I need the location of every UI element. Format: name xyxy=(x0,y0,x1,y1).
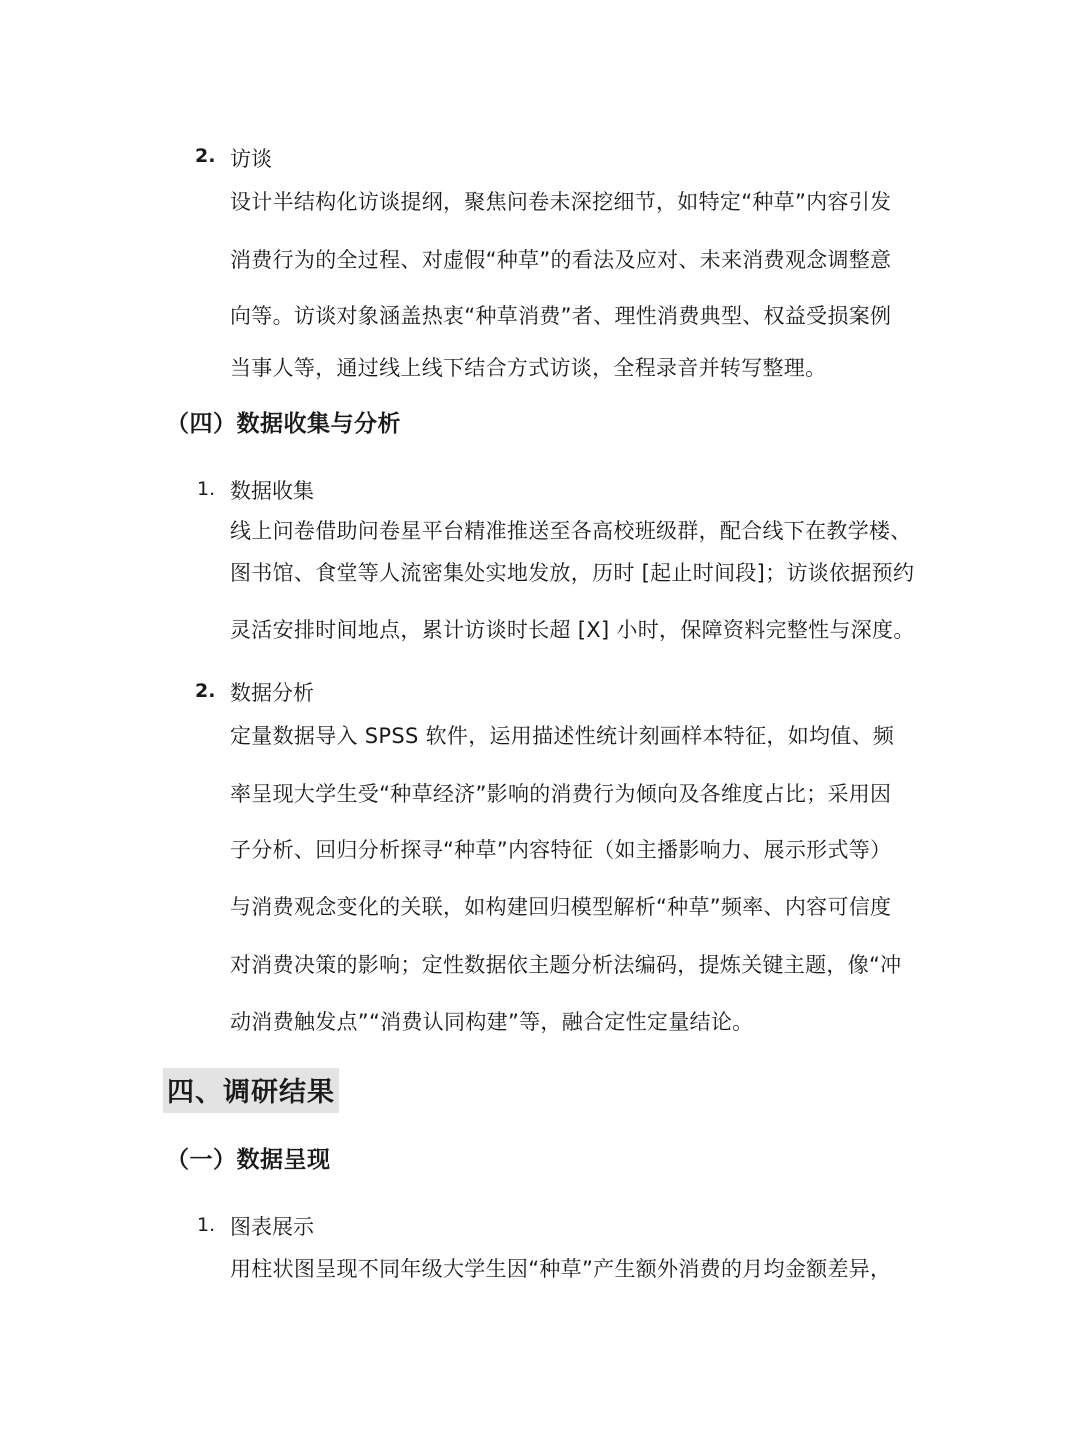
chart-display-number: 1. xyxy=(197,1214,216,1236)
data-analysis-number: 2. xyxy=(195,680,216,702)
data-collection-line-3: 灵活安排时间地点，累计访谈时长超 [X] 小时，保障资料完整性与深度。 xyxy=(230,618,915,642)
data-collection-line-1: 线上问卷借助问卷星平台精准推送至各高校班级群，配合线下在教学楼、 xyxy=(230,519,912,543)
data-collection-title: 数据收集 xyxy=(230,479,314,503)
data-collection-line-2: 图书馆、食堂等人流密集处实地发放，历时 [起止时间段]；访谈依据预约 xyxy=(230,561,915,585)
interview-line-1: 设计半结构化访谈提纲，聚焦问卷未深挖细节，如特定“种草”内容引发 xyxy=(230,190,892,214)
interview-title: 访谈 xyxy=(230,147,272,171)
data-collection-number: 1. xyxy=(197,478,216,500)
data-analysis-title: 数据分析 xyxy=(230,681,314,705)
data-analysis-line-4: 与消费观念变化的关联，如构建回归模型解析“种草”频率、内容可信度 xyxy=(230,895,892,919)
chart-display-line-1: 用柱状图呈现不同年级大学生因“种草”产生额外消费的月均金额差异， xyxy=(230,1257,892,1281)
data-analysis-line-1: 定量数据导入 SPSS 软件，运用描述性统计刻画样本特征，如均值、频 xyxy=(230,724,895,748)
data-analysis-line-5: 对消费决策的影响；定性数据依主题分析法编码，提炼关键主题，像“冲 xyxy=(230,953,902,977)
data-analysis-line-3: 子分析、回归分析探寻“种草”内容特征（如主播影响力、展示形式等） xyxy=(230,838,892,862)
data-analysis-line-6: 动消费触发点”“消费认同构建”等，融合定性定量结论。 xyxy=(230,1010,754,1034)
interview-line-3: 向等。访谈对象涵盖热衷“种草消费”者、理性消费典型、权益受损案例 xyxy=(230,304,892,328)
data-analysis-line-2: 率呈现大学生受“种草经济”影响的消费行为倾向及各维度占比；采用因 xyxy=(230,782,892,806)
section-1-heading: （一）数据呈现 xyxy=(166,1147,331,1173)
section-4-heading: （四）数据收集与分析 xyxy=(166,411,401,437)
interview-number: 2. xyxy=(195,145,216,167)
chart-display-title: 图表展示 xyxy=(230,1215,314,1239)
interview-line-4: 当事人等，通过线上线下结合方式访谈，全程录音并转写整理。 xyxy=(230,356,827,380)
interview-line-2: 消费行为的全过程、对虚假“种草”的看法及应对、未来消费观念调整意 xyxy=(230,248,892,272)
chapter-4-heading: 四、调研结果 xyxy=(163,1068,339,1113)
